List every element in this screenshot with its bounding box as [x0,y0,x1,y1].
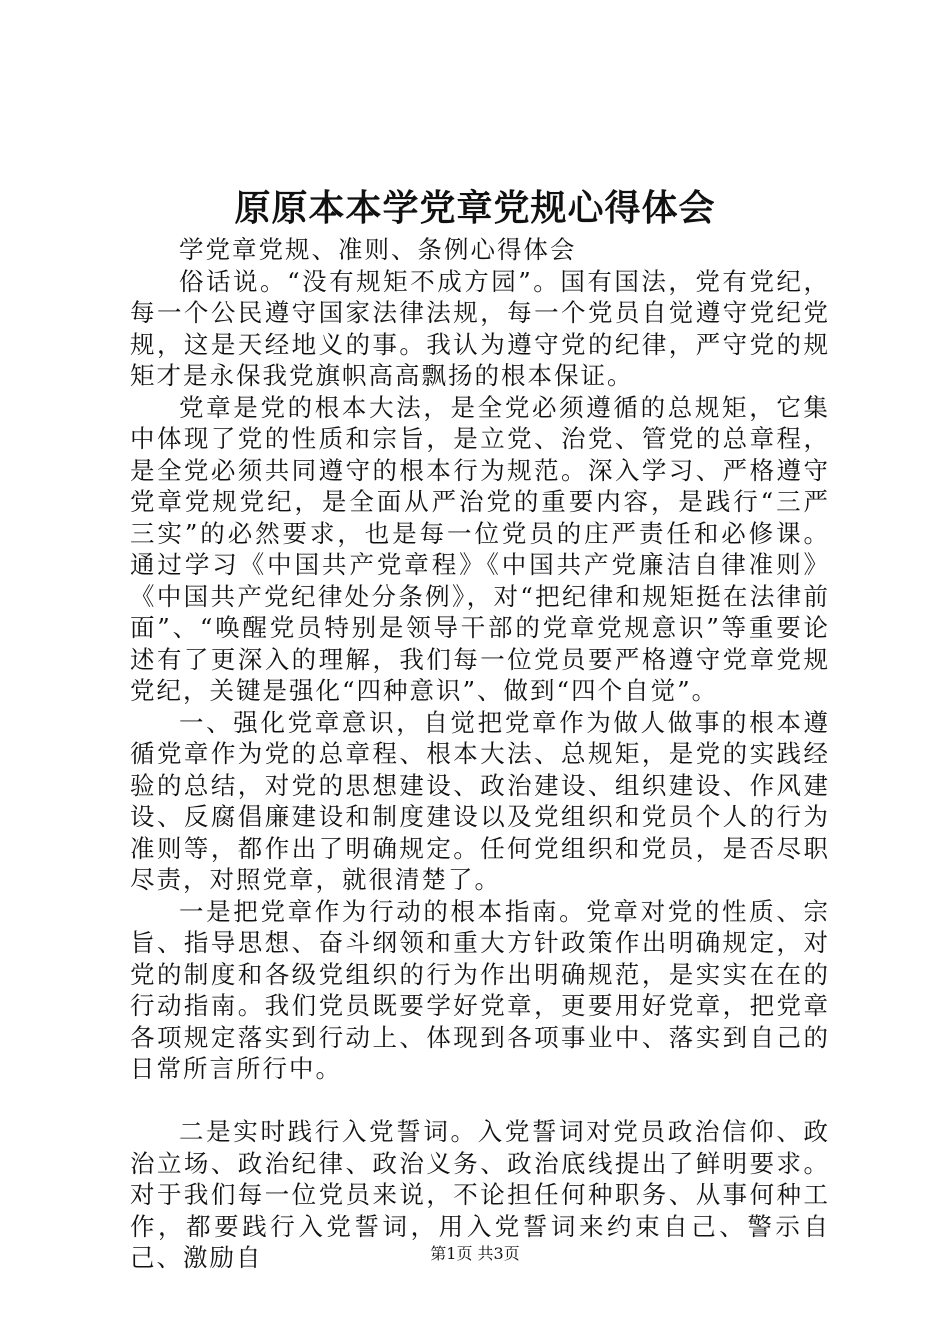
body-paragraph: 俗话说。“没有规矩不成方园”。国有国法，党有党纪，每一个公民遵守国家法律法规，每一个党员自觉遵守党纪党规，这是天经地义的事。我认为遵守党的纪律，严守党的规矩才是永保我党旗帜高高飘扬的根本保证。 [130,266,830,390]
body-paragraph: 一、强化党章意识，自觉把党章作为做人做事的根本遵循党章作为党的总章程、根本大法、总规矩，是党的实践经验的总结，对党的思想建设、政治建设、组织建设、作风建设、反腐倡廉建设和制度建设以及党组织和党员个人的行为准则等，都作出了明确规定。任何党组织和党员，是否尽职尽责，对照党章，就很清楚了。 [130,707,830,894]
subtitle-paragraph: 学党章党规、准则、条例心得体会 [179,235,577,264]
body-paragraph: 一是把党章作为行动的根本指南。党章对党的性质、宗旨、指导思想、奋斗纲领和重大方针政策作出明确规定，对党的制度和各级党组织的行为作出明确规范，是实实在在的行动指南。我们党员既要学好党章，更要用好党章，把党章各项规定落实到行动上、体现到各项事业中、落实到自己的日常所言所行中。 [130,896,830,1083]
body-paragraph: 党章是党的根本大法，是全党必须遵循的总规矩，它集中体现了党的性质和宗旨，是立党、治党、管党的总章程，是全党必须共同遵守的根本行为规范。深入学习、严格遵守党章党规党纪，是全面从严治党的重要内容，是践行“三严三实”的必然要求，也是每一位党员的庄严责任和必修课。通过学习《中国共产党章程》《中国共产党廉洁自律准则》《中国共产党纪律处分条例》，对“把纪律和规矩挺在法律前面”、“唤醒党员特别是领导干部的党章党规意识”等重要论述有了更深入的理解，我们每一位党员要严格遵守党章党规党纪，关键是强化“四种意识”、做到“四个自觉”。 [130,392,830,705]
document-body [130,234,830,1274]
document-title: 原原本本学党章党规心得体会 [234,187,716,229]
page-number-footer: 第1页 共3页 [430,1244,520,1263]
body-paragraph: 二是实时践行入党誓词。入党誓词对党员政治信仰、政治立场、政治纪律、政治义务、政治底线提出了鲜明要求。对于我们每一位党员来说，不论担任何种职务、从事何种工作，都要践行入党誓词，用入党誓词来约束自己、警示自己、激励自 [130,1117,830,1272]
